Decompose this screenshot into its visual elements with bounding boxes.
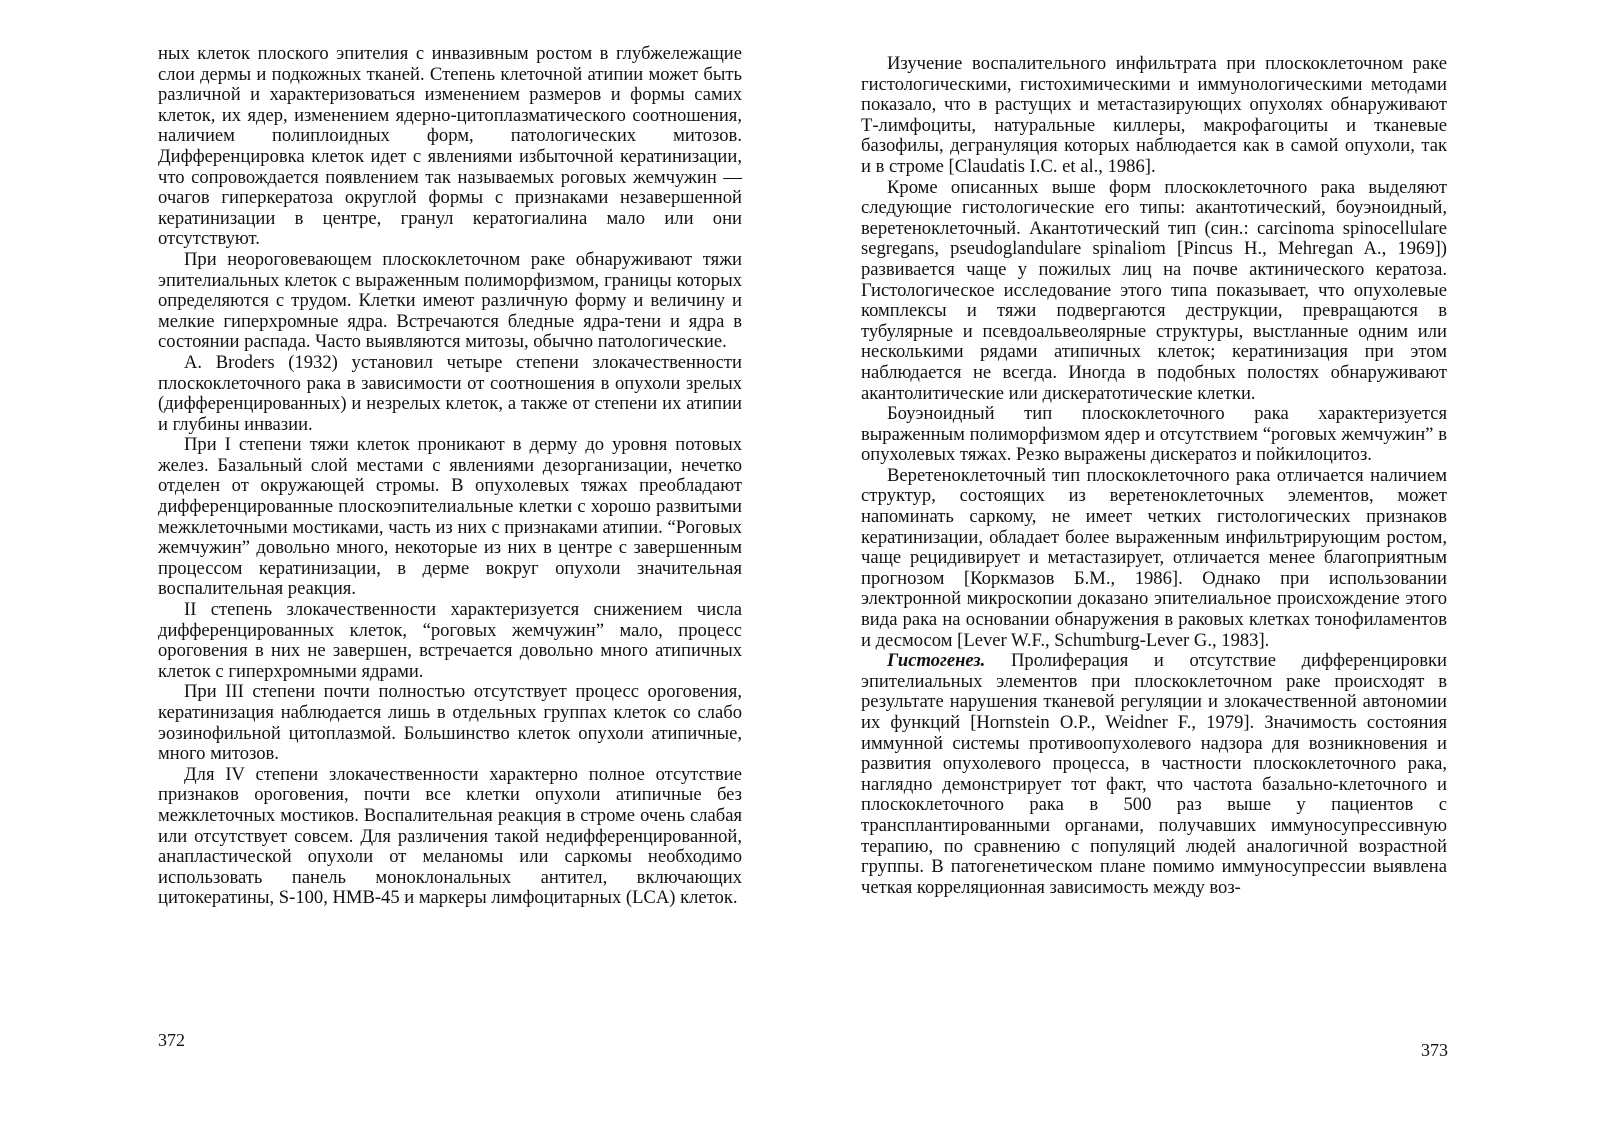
histogenesis-heading: Гистогенез. — [887, 650, 986, 672]
paragraph: ных клеток плоского эпителия с инвазивным ростом в глубжележащие слои дермы и подкожных тканей. Степень клеточной атипии может быть различной и характеризоваться изменением размеров и формы самих клеток, их ядер, изменением ядерно-цитоплазматического соотношения, наличием полиплоидных форм, патологических митозов. Дифференцировка клеток идет с явлениями избыточной кератинизации, что сопровождается появлением так называемых роговых жемчужин — очагов гиперкератоза округлой формы с признаками незавершенной кератинизации в центре, гранул кератогиалина мало или они отсутствуют. — [158, 43, 742, 250]
histogenesis-text: Пролиферация и отсутствие дифференцировки эпителиальных элементов при плоскоклеточном раке происходят в результате нарушения тканевой регуляции и злокачественной автономии их функций [Hornstein O.P., Weidner F., 1979]. Значимость состояния иммунной системы противоопухолевого надзора для возникновения и развития опухолевого процесса, в частности плоскоклеточного рака, наглядно демонстрирует тот факт, что частота базально-клеточного и плоскоклеточного рака в 500 раз выше у пациентов с трансплантированными органами, получавших иммуносупрессивную терапию, по сравнению с популяций людей аналогичной возрастной группы. В патогенетическом плане помимо иммуносупрессии выявлена четкая корреляционная зависимость между воз- — [861, 650, 1447, 898]
paragraph: Изучение воспалительного инфильтрата при плоскоклеточном раке гистологическими, гистохимическими и иммунологическими методами показало, что в растущих и метастазирующих опухолях обнаруживают Т-лимфоциты, натуральные киллеры, макрофагоциты и тканевые базофилы, дегрануляция которых наблюдается как в самой опухоли, так и в строме [Claudatis I.C. et al., 1986]. — [861, 53, 1447, 177]
page-number-left: 372 — [158, 1030, 185, 1050]
right-page — [861, 54, 1447, 898]
paragraph: При III степени почти полностью отсутствует процесс ороговения, кератинизация наблюдается лишь в отдельных группах клеток со слабо эозинофильной цитоплазмой. Большинство клеток опухоли атипичные, много митозов. — [158, 681, 742, 765]
paragraph: A. Broders (1932) установил четыре степени злокачественности плоскоклеточного рака в зависимости от соотношения в опухоли зрелых (дифференцированных) и незрелых клеток, а также от степени их атипии и глубины инвазии. — [158, 351, 742, 435]
paragraph: Боуэноидный тип плоскоклеточного рака характеризуется выраженным полиморфизмом ядер и отсутствием “роговых жемчужин” в опухолевых тяжах. Резко выражены дискератоз и пойкилоцитоз. — [861, 403, 1447, 466]
paragraph: При неороговевающем плоскоклеточном раке обнаруживают тяжи эпителиальных клеток с выраженным полиморфизмом, границы которых определяются с трудом. Клетки имеют различную форму и величину и мелкие гиперхромные ядра. Встречаются бледные ядра-тени и ядра в состоянии распада. Часто выявляются митозы, обычно патологические. — [158, 248, 742, 353]
paragraph: При I степени тяжи клеток проникают в дерму до уровня потовых желез. Базальный слой местами с явлениями дезорганизации, нечетко отделен от окружающей стромы. В опухолевых тяжах преобладают дифференцированные плоскоэпителиальные клетки с хорошо развитыми межклеточными мостиками, часть из них с признаками атипии. “Роговых жемчужин” довольно много, некоторые из них в центре с завершенным процессом кератинизации, в дерме вокруг опухоли значительная воспалительная реакция. — [158, 434, 742, 600]
paragraph: II степень злокачественности характеризуется снижением числа дифференцированных клеток, “роговых жемчужин” мало, процесс ороговения в них не завершен, встречается довольно много атипичных клеток с гиперхромными ядрами. — [158, 599, 742, 682]
histogenesis-paragraph — [861, 651, 1447, 898]
page-number-right: 373 — [1421, 1040, 1448, 1060]
left-page — [158, 44, 742, 909]
paragraph: Кроме описанных выше форм плоскоклеточного рака выделяют следующие гистологические его типы: акантотический, боуэноидный, веретеноклеточный. Акантотический тип (син.: carcinoma spinocellulare segregans, pseudoglandulare spinaliom [Pincus H., Mehregan A., 1969]) развивается чаще у пожилых лиц на почве актинического кератоза. Гистологическое исследование этого типа показывает, что опухолевые комплексы и тяжи подвергаются деструкции, превращаются в тубулярные и псевдоальвеолярные структуры, выстланные одним или несколькими рядами атипичных клеток; кератинизация при этом наблюдается не всегда. Иногда в подобных полостях обнаруживают акантолитические или дискератотические клетки. — [861, 176, 1447, 404]
paragraph: Для IV степени злокачественности характерно полное отсутствие признаков ороговения, почти все клетки опухоли атипичные без межклеточных мостиков. Воспалительная реакция в строме очень слабая или отсутствует совсем. Для различения такой недифференцированной, анапластической опухоли от меланомы или саркомы необходимо использовать панель моноклональных антител, включающих цитокератины, S-100, HMB-45 и маркеры лимфоцитарных (LCA) клеток. — [158, 763, 742, 909]
paragraph: Веретеноклеточный тип плоскоклеточного рака отличается наличием структур, состоящих из веретеноклеточных элементов, может напоминать саркому, не имеет четких гистологических признаков кератинизации, обладает более выраженным инфильтрирующим ростом, чаще рецидивирует и метастазирует, отличается менее благоприятным прогнозом [Коркмазов Б.М., 1986]. Однако при использовании электронной микроскопии доказано эпителиальное происхождение этого вида рака на основании обнаружения в раковых клетках тонофиламентов и десмосом [Lever W.F., Schumburg-Lever G., 1983]. — [861, 464, 1447, 651]
